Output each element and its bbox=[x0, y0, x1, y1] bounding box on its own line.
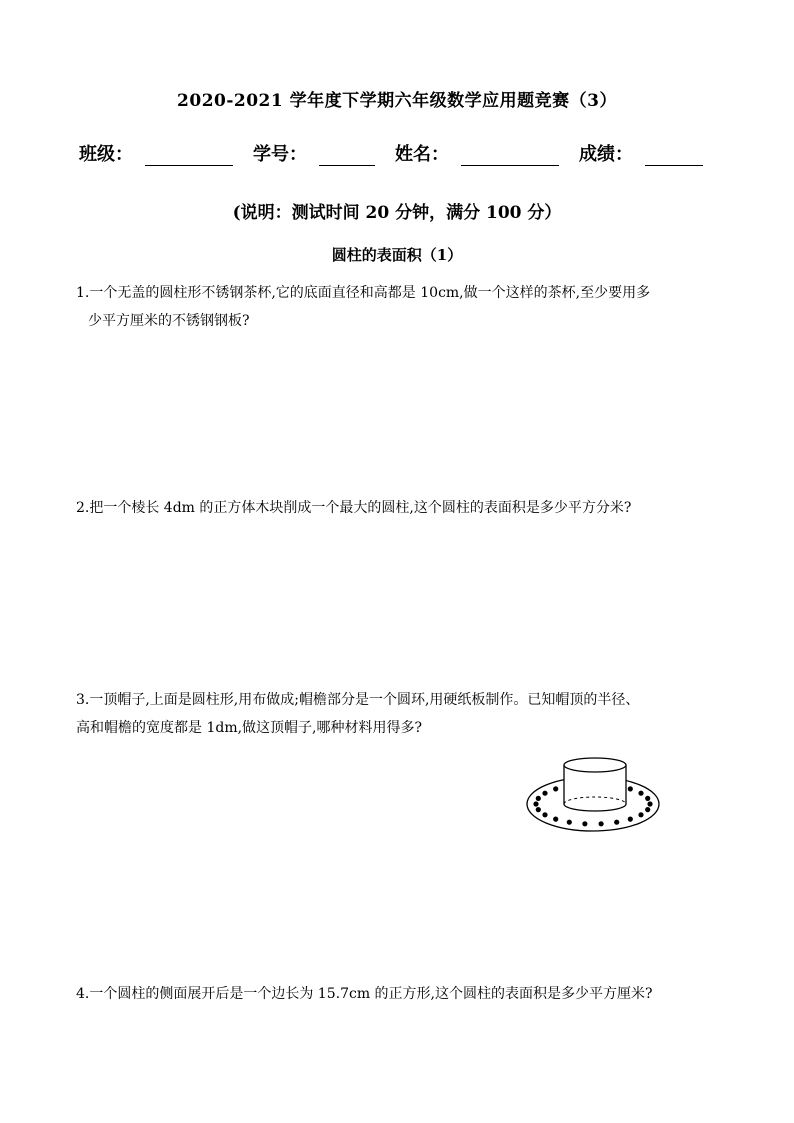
student-info-row bbox=[0, 140, 794, 166]
page-title: 2020-2021 学年度下学期六年级数学应用题竞赛（3） bbox=[177, 91, 617, 111]
question-4 bbox=[76, 980, 726, 1008]
score-label: 成绩： bbox=[579, 144, 633, 165]
brim-dot bbox=[599, 821, 604, 826]
question-3-line1: 3.一顶帽子,上面是圆柱形,用布做成;帽檐部分是一个圆环,用硬纸板制作。已知帽顶的半径、 bbox=[76, 692, 640, 708]
brim-dot bbox=[638, 791, 643, 796]
brim-dot bbox=[553, 786, 558, 791]
question-2-line1: 2.把一个棱长 4dm 的正方体木块削成一个最大的圆柱,这个圆柱的表面积是多少平方分米? bbox=[76, 500, 632, 516]
brim-dot bbox=[582, 821, 587, 826]
brim-dot bbox=[645, 796, 650, 801]
brim-dot bbox=[542, 791, 547, 796]
brim-dot bbox=[628, 786, 633, 791]
brim-dot bbox=[553, 817, 558, 822]
test-note: (说明：测试时间 20 分钟，满分 100 分） bbox=[232, 203, 562, 223]
id-label: 学号： bbox=[253, 144, 307, 165]
brim-dot bbox=[542, 812, 547, 817]
section-title: 圆柱的表面积（1） bbox=[331, 246, 463, 264]
question-1-line2: 少平方厘米的不锈钢钢板? bbox=[88, 313, 250, 329]
brim-dot bbox=[645, 807, 650, 812]
score-field[interactable] bbox=[645, 147, 703, 166]
brim-dot bbox=[628, 817, 633, 822]
name-field[interactable] bbox=[461, 147, 559, 166]
brim-dot bbox=[638, 812, 643, 817]
id-field[interactable] bbox=[319, 147, 375, 166]
brim-dot bbox=[567, 820, 572, 825]
class-label: 班级： bbox=[79, 144, 133, 165]
question-1-line1: 1.一个无盖的圆柱形不锈钢茶杯,它的底面直径和高都是 10cm,做一个这样的茶杯,至少要用多 bbox=[76, 285, 651, 301]
question-1 bbox=[76, 279, 726, 335]
hat-figure-icon bbox=[520, 752, 670, 836]
brim-dot bbox=[536, 796, 541, 801]
question-4-line1: 4.一个圆柱的侧面展开后是一个边长为 15.7cm 的正方形,这个圆柱的表面积是多少平方厘米? bbox=[76, 986, 653, 1002]
brim-dot bbox=[533, 801, 538, 806]
class-field[interactable] bbox=[145, 147, 233, 166]
name-label: 姓名： bbox=[395, 144, 449, 165]
question-3-line2: 高和帽檐的宽度都是 1dm,做这顶帽子,哪种材料用得多? bbox=[76, 720, 422, 736]
brim-dot bbox=[614, 820, 619, 825]
question-2 bbox=[76, 494, 726, 522]
brim-dot bbox=[536, 807, 541, 812]
brim-dot bbox=[647, 801, 652, 806]
question-3 bbox=[76, 686, 726, 742]
